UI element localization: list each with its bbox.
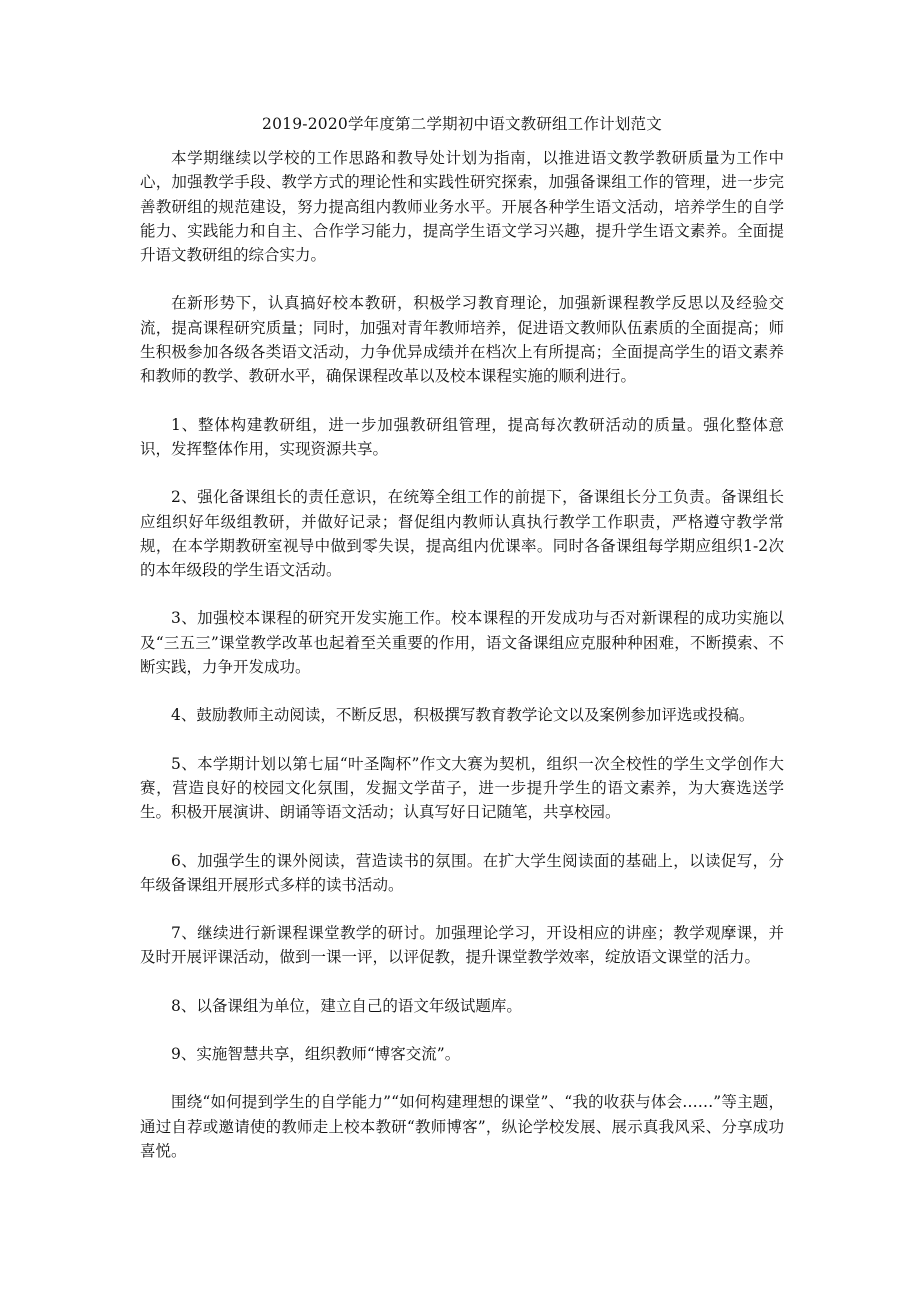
- context-paragraph: 在新形势下，认真搞好校本教研，积极学习教育理论，加强新课程教学反思以及经验交流，提高课程研究质量；同时，加强对青年教师培养，促进语文教师队伍素质的全面提高；师生积极参加各级各类语文活动，力争优异成绩并在档次上有所提高；全面提高学生的语文素养和教师的教学、教研水平，确保课程改革以及校本课程实施的顺利进行。: [140, 294, 784, 386]
- document-page: [140, 112, 784, 1187]
- intro-paragraph: 本学期继续以学校的工作思路和教导处计划为指南，以推进语文教学教研质量为工作中心，加强教学手段、教学方式的理论性和实践性研究探索，加强备课组工作的管理，进一步完善教研组的规范建设，努力提高组内教师业务水平。开展各种学生语文活动，培养学生的自学能力、实践能力和自主、合作学习能力，提高学生语文学习兴趣，提升学生语文素养。全面提升语文教研组的综合实力。: [140, 149, 784, 265]
- plan-item-3: 3、加强校本课程的研究开发实施工作。校本课程的开发成功与否对新课程的成功实施以及“三五三”课堂教学改革也起着至关重要的作用，语文备课组应克服种种困难，不断摸索、不断实践，力争开发成功。: [140, 609, 784, 677]
- plan-item-9: 9、实施智慧共享，组织教师“博客交流”。: [171, 1045, 461, 1064]
- document-title: 2019-2020学年度第二学期初中语文教研组工作计划范文: [262, 115, 662, 133]
- plan-item-1: 1、整体构建教研组，进一步加强教研组管理，提高每次教研活动的质量。强化整体意识，发挥整体作用，实现资源共享。: [140, 415, 784, 458]
- closing-paragraph: 围绕“如何提到学生的自学能力”“如何构建理想的课堂”、“我的收获与体会……”等主题，通过自荐或邀请使的教师走上校本教研“教师博客”，纵论学校发展、展示真我风采、分享成功喜悦。: [140, 1093, 784, 1160]
- plan-item-6: 6、加强学生的课外阅读，营造读书的氛围。在扩大学生阅读面的基础上，以读促写，分年级备课组开展形式多样的读书活动。: [140, 851, 784, 894]
- plan-item-8: 8、以备课组为单位，建立自己的语文年级试题库。: [171, 996, 522, 1015]
- plan-item-7: 7、继续进行新课程课堂教学的研讨。加强理论学习，开设相应的讲座；教学观摩课，并及时开展评课活动，做到一课一评，以评促教，提升课堂教学效率，绽放语文课堂的活力。: [140, 924, 784, 967]
- plan-item-5: 5、本学期计划以第七届“叶圣陶杯”作文大赛为契机，组织一次全校性的学生文学创作大赛，营造良好的校园文化氛围，发掘文学苗子，进一步提升学生的语文素养，为大赛选送学生。积极开展演讲、朗诵等语文活动；认真写好日记随笔，共享校园。: [140, 754, 784, 822]
- plan-item-4: 4、鼓励教师主动阅读，不断反思，积极撰写教育教学论文以及案例参加评选或投稿。: [171, 706, 755, 725]
- plan-item-2: 2、强化备课组长的责任意识，在统筹全组工作的前提下，备课组长分工负责。备课组长应组织好年级组教研，并做好记录；督促组内教师认真执行教学工作职责，严格遵守教学常规，在本学期教研室视导中做到零失误，提高组内优课率。同时各备课组每学期应组织1-2次的本年级段的学生语文活动。: [140, 488, 784, 580]
